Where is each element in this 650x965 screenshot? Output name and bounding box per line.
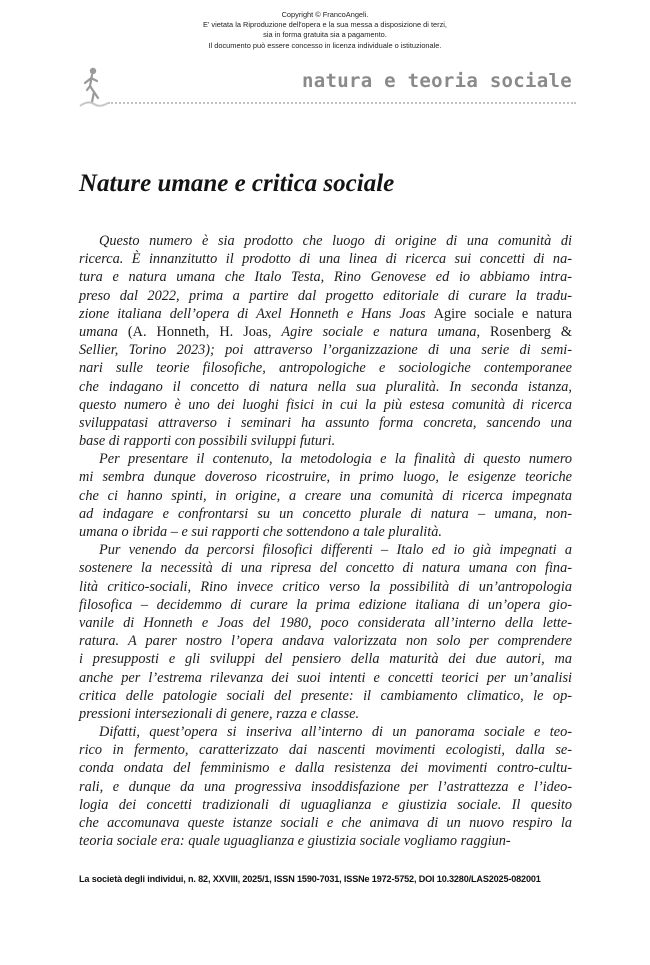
text-run: questo numero è uno dei luoghi fisici in cui la più estesa comunità di ricerca xyxy=(79,396,572,413)
text-line xyxy=(79,632,572,650)
text-run: umana o ibrida – e sui rapporti che sottendono a tale pluralità. xyxy=(79,524,442,540)
section-title: natura e teoria sociale xyxy=(302,70,572,92)
article-body xyxy=(79,232,572,850)
text-line xyxy=(79,796,572,814)
copyright-line: Il documento può essere concesso in licenza individuale o istituzionale. xyxy=(208,40,442,50)
text-run: , Rosenberg & xyxy=(476,323,573,340)
text-line xyxy=(79,741,572,759)
text-line xyxy=(79,505,572,523)
text-run: preso dal 2022, prima a partire dal progetto editoriale di curare la tradu- xyxy=(79,287,572,304)
text-run: ratura. A parer nostro l’opera andava valorizzata non solo per comprendere xyxy=(79,633,572,650)
text-line xyxy=(79,323,572,341)
text-run: critica delle patologie sociali del presente: il cambiamento climatico, le op- xyxy=(79,687,572,704)
paragraph xyxy=(79,723,572,850)
copyright-line: E' vietata la Riproduzione dell'opera e la sua messa a disposizione di terzi, xyxy=(203,20,447,30)
text-run: ad indagare e confrontarsi su un concetto plurale di natura – umana, non- xyxy=(79,505,572,522)
text-line xyxy=(79,432,572,450)
text-line xyxy=(79,669,572,687)
text-run: pressioni intersezionali di genere, razza e classe. xyxy=(79,705,360,722)
text-run: Questo numero è sia prodotto che luogo di origine di una comunità di xyxy=(99,233,572,249)
text-run: lità critico-sociali, Rino invece critico verso la possibilità di un’antropologia xyxy=(79,578,572,595)
text-run: vanile di Honneth e Joas del 1980, poco considerata all’interno della lette- xyxy=(79,614,572,631)
copyright-notice xyxy=(0,10,650,51)
text-run: anche per l’estrema rilevanza dei suoi intenti e concetti teorici per un’analisi xyxy=(79,669,572,686)
text-run: umana xyxy=(79,323,118,340)
text-run: che accomunava queste istanze sociali e che animava di un nuovo respiro la xyxy=(79,815,572,831)
text-run: (A. Honneth, H. Joas, xyxy=(117,323,282,340)
text-line xyxy=(79,359,572,377)
section-header xyxy=(78,66,576,110)
text-run: Agire sociale e natura umana xyxy=(281,323,477,340)
text-run: rico in fermento, caratterizzato dai nascenti movimenti ecologisti, dalla se- xyxy=(79,742,572,759)
text-run: teoria sociale era: quale uguaglianza e giustizia sociale vogliamo raggiun- xyxy=(79,833,511,850)
text-line xyxy=(79,541,572,559)
text-run: rali, e dunque da una progressiva insoddisfazione per l’astrattezza e l’ideo- xyxy=(79,778,572,795)
text-run: mi sembra dunque doveroso ricostruire, in primo luogo, le esigenze teoriche xyxy=(79,469,572,486)
text-line xyxy=(79,578,572,596)
text-run: Per presentare il contenuto, la metodologia e la finalità di questo numero xyxy=(99,451,572,468)
text-run: nari sulle teorie filosofiche, antropologiche e sociologiche contemporanee xyxy=(79,360,572,377)
text-line xyxy=(79,232,572,250)
text-line xyxy=(79,814,572,832)
text-run: che ci hanno spinti, in origine, a creare una comunità di ricerca impegnata xyxy=(79,487,572,504)
copyright-line: Copyright © FrancoAngeli. xyxy=(281,10,369,19)
text-line xyxy=(79,468,572,486)
text-run: zione italiana dell’opera di Axel Honneth e Hans Joas xyxy=(79,305,434,322)
text-run: Difatti, quest’opera si inseriva all’interno di un panorama sociale e teo- xyxy=(99,724,572,741)
text-line xyxy=(79,650,572,668)
text-line xyxy=(79,287,572,305)
text-line xyxy=(79,305,572,323)
header-dotted-rule xyxy=(108,102,576,104)
text-run: Pur venendo da percorsi filosofici differenti – Italo ed io già impegnati a xyxy=(99,542,572,559)
text-run: tura e natura umana che Italo Testa, Rino Genovese ed io abbiamo intra- xyxy=(79,269,572,286)
text-run: conda ondata del femminismo e dalla resistenza dei movimenti contro-cultu- xyxy=(79,760,572,777)
text-run: che indagano il concetto di natura nella sua pluralità. In seconda istanza, xyxy=(79,378,572,395)
text-line xyxy=(79,596,572,614)
text-run: Agire sociale e natura xyxy=(433,305,572,322)
text-line xyxy=(79,414,572,432)
text-line xyxy=(79,705,572,723)
article-title: Nature umane e critica sociale xyxy=(79,170,395,197)
text-line xyxy=(79,687,572,705)
text-run: ricerca. È innanzitutto il prodotto di una linea di ricerca sui concetti di na- xyxy=(79,251,572,268)
text-line xyxy=(79,450,572,468)
text-run: i presupposti e gli sviluppi del pensiero della maturità dei due autori, ma xyxy=(79,651,572,668)
walking-figure-icon xyxy=(78,66,108,110)
text-line xyxy=(79,250,572,268)
text-line xyxy=(79,268,572,286)
text-line xyxy=(79,614,572,632)
text-run: base di rapporti con possibili sviluppi futuri. xyxy=(79,433,336,450)
text-run: logia dei concetti tradizionali di uguaglianza e giustizia sociale. Il quesito xyxy=(79,796,572,813)
copyright-line: sia in forma gratuita sia a pagamento. xyxy=(263,30,387,40)
text-run: sviluppatasi attraverso i seminari ha assunto forma concreta, sancendo una xyxy=(79,414,572,431)
text-run: sostenere la necessità di una ripresa del concetto di natura umana con fina- xyxy=(79,560,572,577)
text-line xyxy=(79,759,572,777)
text-line xyxy=(79,378,572,396)
text-line xyxy=(79,396,572,414)
text-run: filosofica – decidemmo di curare la prima edizione italiana di un’opera gio- xyxy=(79,596,572,613)
text-line xyxy=(79,487,572,505)
text-line xyxy=(79,559,572,577)
text-line xyxy=(79,778,572,796)
paragraph xyxy=(79,232,572,450)
journal-citation: La società degli individui, n. 82, XXVIII, 2025/1, ISSN 1590-7031, ISSNe 1972-5752, DOI 10.3280/LAS2025-082001 xyxy=(79,874,541,884)
paragraph xyxy=(79,450,572,541)
text-line xyxy=(79,341,572,359)
text-line xyxy=(79,723,572,741)
text-run: Sellier, Torino 2023); poi attraverso l’organizzazione di una serie di semi- xyxy=(79,342,572,359)
paragraph xyxy=(79,541,572,723)
text-line xyxy=(79,832,572,850)
text-line xyxy=(79,523,572,541)
